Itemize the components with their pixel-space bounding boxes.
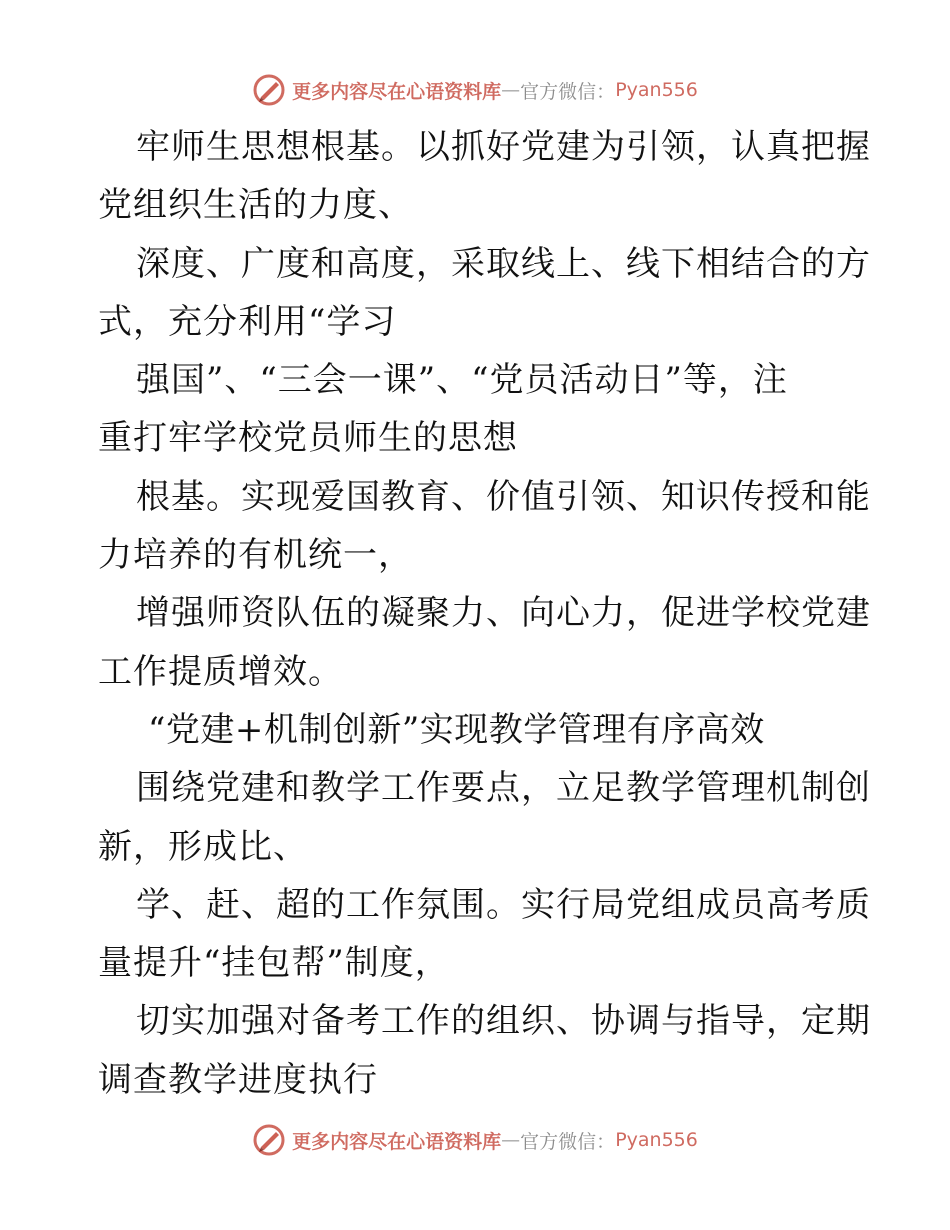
text-line: 调查教学进度执行 xyxy=(98,1059,378,1100)
text-line: 根基。实现爱国教育、价值引领、知识传授和能 xyxy=(136,476,871,517)
document-body xyxy=(98,118,871,1109)
watermark-separator: — xyxy=(501,1129,521,1151)
text-line: 重打牢学校党员师生的思想 xyxy=(98,418,518,459)
text-line: 学、赶、超的工作氛围。实行局党组成员高考质 xyxy=(136,884,871,925)
text-line: 力培养的有机统一， xyxy=(98,535,413,576)
text-line: 围绕党建和教学工作要点，立足教学管理机制创 xyxy=(136,768,871,809)
watermark-label: 官方微信： xyxy=(520,1130,616,1153)
watermark-account: Pyan556 xyxy=(615,1129,698,1151)
watermark-main-text: 更多内容尽在心语资料库 xyxy=(292,1130,502,1153)
text-line: 切实加强对备考工作的组织、协调与指导，定期 xyxy=(136,1001,871,1042)
watermark-separator: — xyxy=(501,79,521,101)
text-line: 强国”、“三会一课”、“党员活动日”等，注 xyxy=(136,360,788,401)
pen-logo-icon xyxy=(252,1123,286,1157)
watermark-label: 官方微信： xyxy=(520,80,616,103)
section-heading: “党建+机制创新”实现教学管理有序高效 xyxy=(148,709,765,750)
text-line: 牢师生思想根基。以抓好党建为引领，认真把握 xyxy=(136,127,871,167)
footer-watermark xyxy=(0,1120,950,1160)
text-line: 式，充分利用“学习 xyxy=(98,301,397,342)
header-watermark xyxy=(0,70,950,110)
text-line: 增强师资队伍的凝聚力、向心力，促进学校党建 xyxy=(136,593,871,634)
text-line: 新，形成比、 xyxy=(98,826,308,867)
pen-logo-icon xyxy=(252,73,286,107)
text-line: 量提升“挂包帮”制度， xyxy=(98,943,450,984)
text-line: 工作提质增效。 xyxy=(98,651,343,692)
watermark-account: Pyan556 xyxy=(615,79,698,101)
text-line: 党组织生活的力度、 xyxy=(98,185,413,226)
text-line: 深度、广度和高度，采取线上、线下相结合的方 xyxy=(136,243,871,284)
watermark-main-text: 更多内容尽在心语资料库 xyxy=(292,80,502,103)
